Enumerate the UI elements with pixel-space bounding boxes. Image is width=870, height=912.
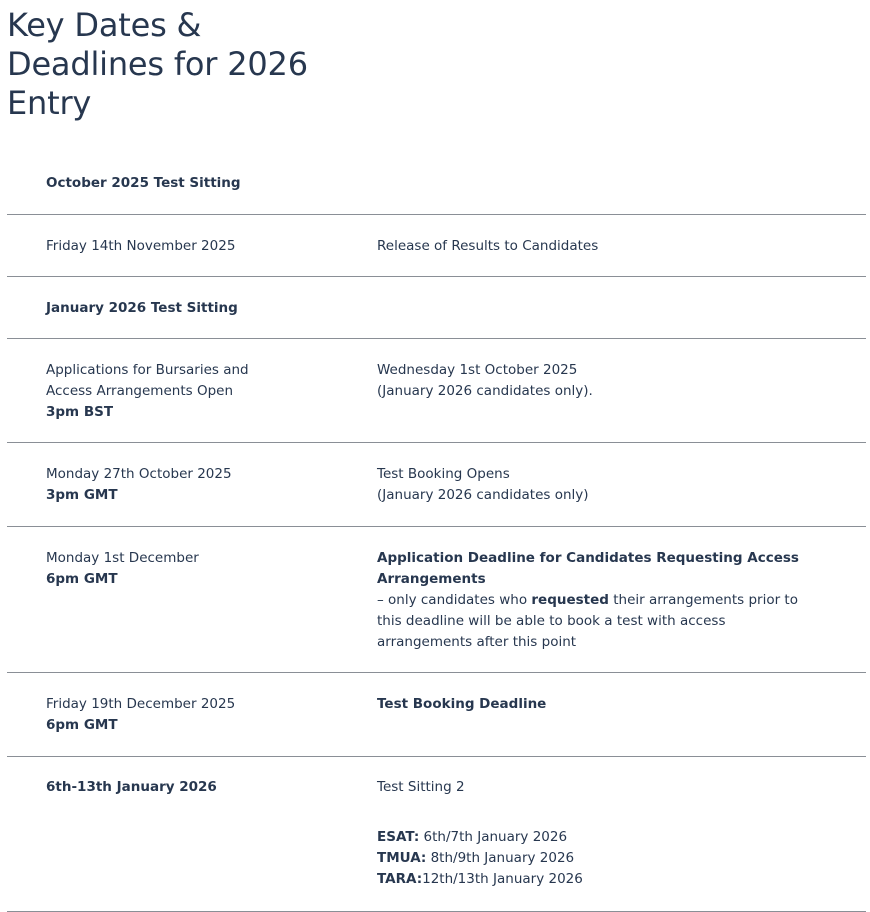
cell-line: – only candidates who	[377, 592, 532, 608]
date-cell: 6th-13th January 2026	[46, 779, 217, 795]
cell-line: Friday 19th December 2025	[46, 696, 236, 712]
table-row-access-deadline	[7, 527, 866, 673]
cell-line: their arrangements prior to	[608, 592, 798, 608]
event-cell	[377, 777, 847, 890]
cell-line: Monday 1st December	[46, 550, 199, 566]
table-row-test-sitting	[7, 757, 866, 912]
title-line-1: Key Dates &	[7, 6, 202, 44]
test-date-tara: 12th/13th January 2026	[422, 871, 583, 887]
date-cell	[46, 464, 346, 506]
cell-line: Test Booking Opens	[377, 466, 510, 482]
section-heading: October 2025 Test Sitting	[46, 175, 241, 191]
date-cell	[46, 548, 346, 590]
cell-line: arrangements after this point	[377, 634, 577, 650]
date-cell	[46, 360, 346, 423]
date-cell	[46, 694, 346, 736]
table-row-january-sitting-header	[7, 277, 866, 339]
time-label: 3pm BST	[46, 404, 114, 420]
test-date-tmua: 8th/9th January 2026	[426, 850, 575, 866]
deadline-heading: Application Deadline for Candidates Requesting Access	[377, 550, 799, 566]
page-title	[7, 6, 308, 123]
key-dates-table	[7, 152, 866, 912]
cell-line: Access Arrangements Open	[46, 383, 233, 399]
time-label: 6pm GMT	[46, 717, 118, 733]
table-row-booking-opens	[7, 443, 866, 527]
time-label: 6pm GMT	[46, 571, 118, 587]
event-cell	[377, 360, 847, 402]
event-cell	[377, 464, 847, 506]
cell-line: Test Sitting 2	[377, 779, 465, 795]
deadline-heading: Arrangements	[377, 571, 486, 587]
title-line-3: Entry	[7, 84, 92, 122]
cell-line: Wednesday 1st October 2025	[377, 362, 578, 378]
cell-line: Applications for Bursaries and	[46, 362, 249, 378]
table-row-results	[7, 215, 866, 277]
cell-line: Monday 27th October 2025	[46, 466, 232, 482]
event-cell: Release of Results to Candidates	[377, 238, 599, 254]
title-line-2: Deadlines for 2026	[7, 45, 308, 83]
test-label-esat: ESAT:	[377, 829, 420, 845]
cell-line: this deadline will be able to book a test with access	[377, 613, 726, 629]
test-date-esat: 6th/7th January 2026	[419, 829, 568, 845]
emphasis: requested	[531, 592, 609, 608]
time-label: 3pm GMT	[46, 487, 118, 503]
cell-line: (January 2026 candidates only).	[377, 383, 593, 399]
test-label-tmua: TMUA:	[377, 850, 427, 866]
table-row-bursaries	[7, 339, 866, 443]
table-row-booking-deadline	[7, 673, 866, 757]
event-cell	[377, 548, 847, 653]
cell-line: (January 2026 candidates only)	[377, 487, 589, 503]
section-heading: January 2026 Test Sitting	[46, 300, 238, 316]
date-cell: Friday 14th November 2025	[46, 238, 236, 254]
event-cell: Test Booking Deadline	[377, 696, 547, 712]
test-label-tara: TARA:	[377, 871, 423, 887]
table-row-october-sitting-header	[7, 152, 866, 215]
